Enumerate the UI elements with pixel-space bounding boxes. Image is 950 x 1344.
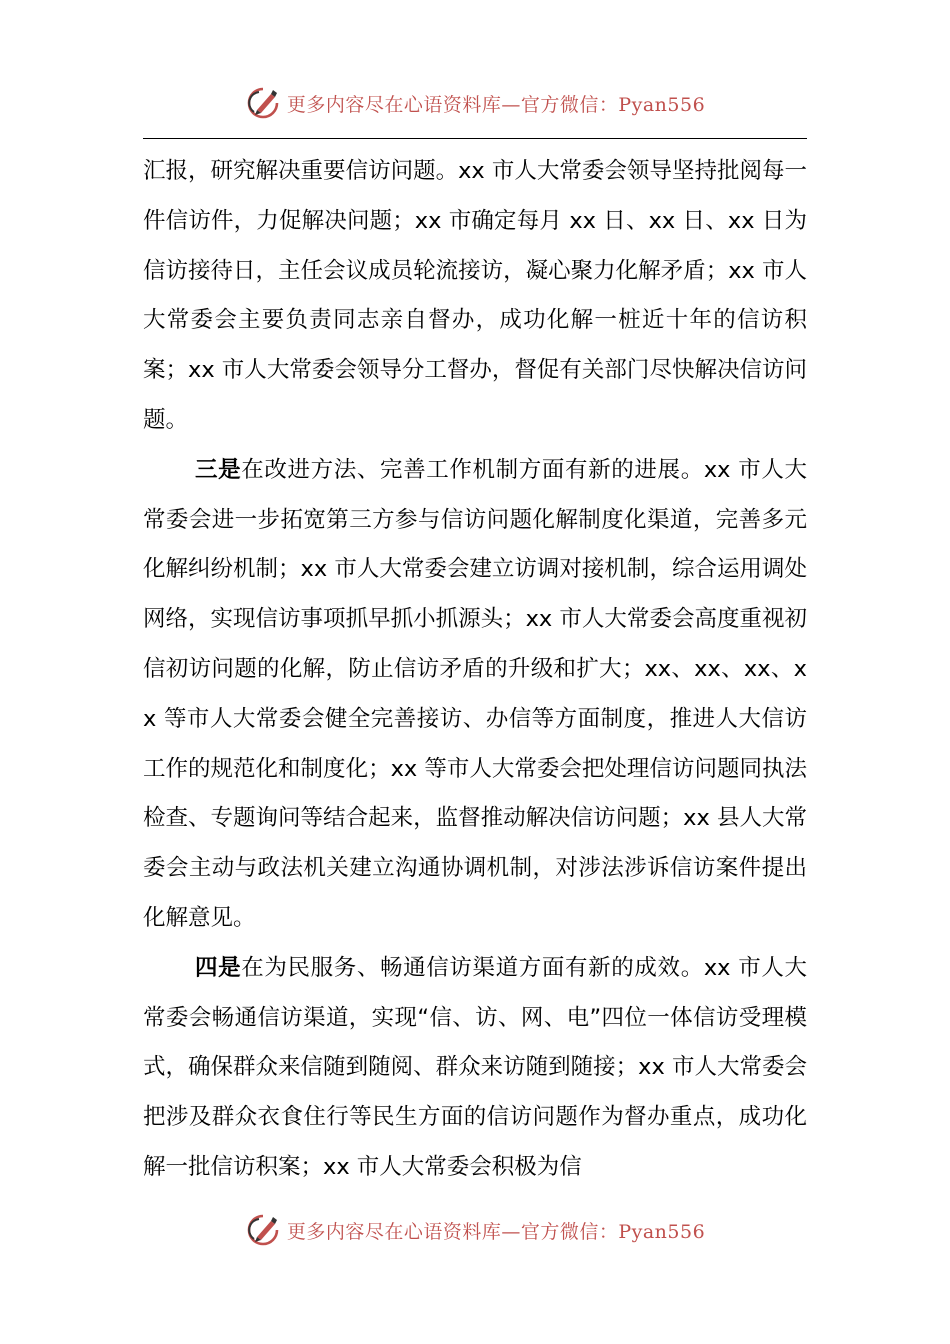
document-body — [143, 147, 807, 1193]
paragraph-1 — [143, 147, 807, 446]
paragraph-2 — [143, 446, 807, 944]
page-footer — [0, 1210, 950, 1250]
paragraph-1-text: 汇报，研究解决重要信访问题。xx 市人大常委会领导坚持批阅每一件信访件，力促解决问题；xx 市确定每月 xx 日、xx 日、xx 日为信访接待日，主任会议成员轮流接访，凝心聚力化解矛盾；xx 市人大常委会主要负责同志亲自督办，成功化解一桩近十年的信访积案；xx 市人大常委会领导分工督办，督促有关部门尽快解决信访问题。 — [143, 158, 807, 433]
paragraph-2-lead: 三是 — [195, 456, 242, 483]
page-header — [0, 83, 950, 123]
header-divider — [143, 138, 807, 139]
pen-logo-icon — [245, 1212, 281, 1248]
footer-text: 更多内容尽在心语资料库—官方微信：Pyan556 — [286, 1220, 706, 1243]
paragraph-3-lead: 四是 — [195, 954, 242, 981]
paragraph-3-text: 在为民服务、畅通信访渠道方面有新的成效。xx 市人大常委会畅通信访渠道，实现“信、访、网、电”四位一体信访受理模式，确保群众来信随到随阅、群众来访随到随接；xx 市人大常委会把涉及群众衣食住行等民生方面的信访问题作为督办重点，成功化解一批信访积案；xx 市人大常委会积极为信 — [143, 954, 807, 1180]
pen-logo-icon — [245, 85, 281, 121]
paragraph-3 — [143, 944, 807, 1193]
paragraph-2-text: 在改进方法、完善工作机制方面有新的进展。xx 市人大常委会进一步拓宽第三方参与信访问题化解制度化渠道，完善多元化解纠纷机制；xx 市人大常委会建立访调对接机制，综合运用调处网络，实现信访事项抓早抓小抓源头；xx 市人大常委会高度重视初信初访问题的化解，防止信访矛盾的升级和扩大；xx、xx、xx、xx 等市人大常委会健全完善接访、办信等方面制度，推进人大信访工作的规范化和制度化；xx 等市人大常委会把处理信访问题同执法检查、专题询问等结合起来，监督推动解决信访问题；xx 县人大常委会主动与政法机关建立沟通协调机制，对涉法涉诉信访案件提出化解意见。 — [143, 456, 807, 931]
header-text: 更多内容尽在心语资料库—官方微信：Pyan556 — [286, 93, 706, 116]
